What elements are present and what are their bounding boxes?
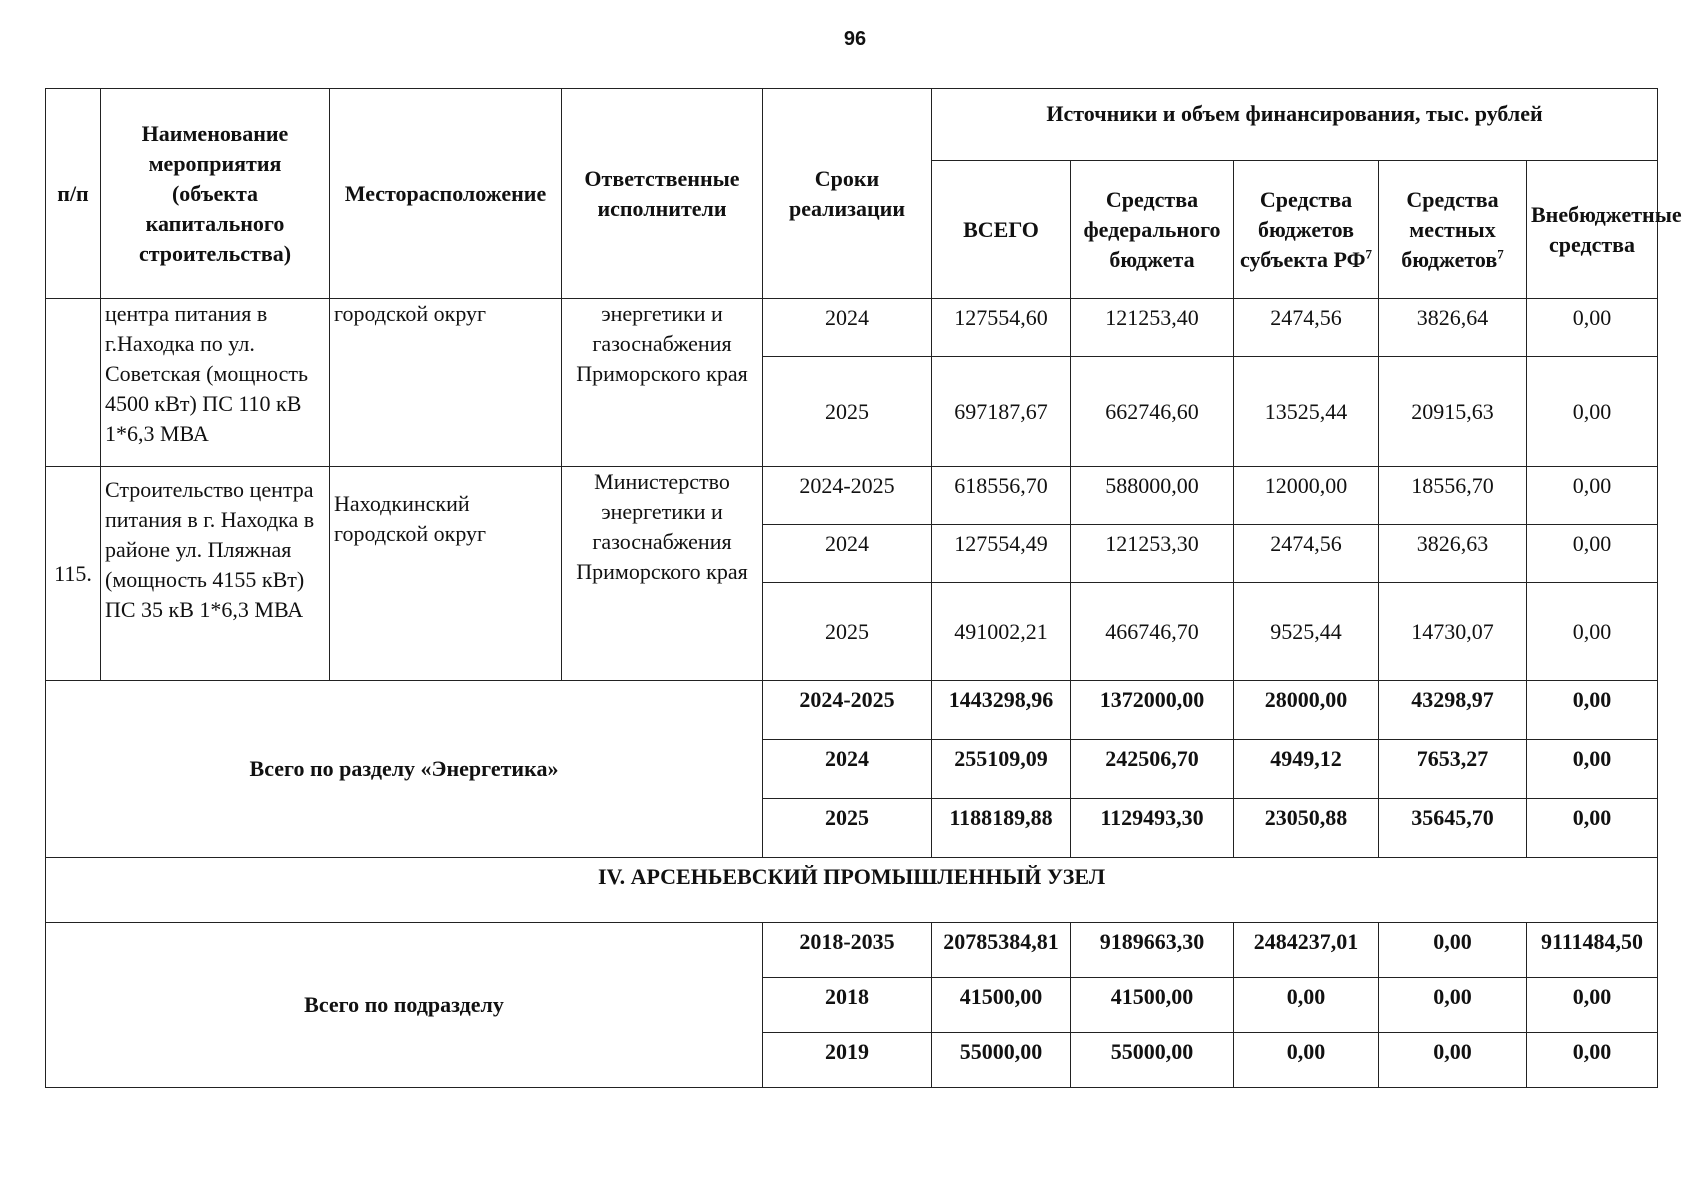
subsection-total-label: Всего по подразделу [46, 923, 763, 1088]
extra-cell: 0,00 [1527, 357, 1658, 467]
row-name-cell: Строительство центра питания в г. Находка в районе ул. Пляжная (мощность 4155 кВт) ПС 35 кВ 1*6,3 МВА [101, 467, 330, 681]
year-cell: 2025 [763, 357, 932, 467]
col-header-regional-footnote: 7 [1365, 246, 1372, 262]
federal-cell: 55000,00 [1071, 1033, 1234, 1088]
table-row [46, 467, 1658, 525]
local-cell: 14730,07 [1379, 583, 1527, 681]
regional-cell: 2474,56 [1234, 525, 1379, 583]
year-cell: 2025 [763, 799, 932, 858]
total-cell: 1188189,88 [932, 799, 1071, 858]
col-header-regional [1234, 161, 1379, 299]
col-header-location: Месторасположение [330, 89, 562, 299]
year-cell: 2025 [763, 583, 932, 681]
local-cell: 0,00 [1379, 978, 1527, 1033]
federal-cell: 9189663,30 [1071, 923, 1234, 978]
extra-cell: 0,00 [1527, 681, 1658, 740]
cont-name-cell: центра питания в г.Находка по ул. Советская (мощность 4500 кВт) ПС 110 кВ 1*6,3 МВА [101, 299, 330, 467]
regional-cell: 13525,44 [1234, 357, 1379, 467]
federal-cell: 1129493,30 [1071, 799, 1234, 858]
cont-executors-cell: энергетики и газоснабжения Приморского края [562, 299, 763, 467]
total-cell: 618556,70 [932, 467, 1071, 525]
total-cell: 55000,00 [932, 1033, 1071, 1088]
local-cell: 0,00 [1379, 923, 1527, 978]
year-cell: 2018-2035 [763, 923, 932, 978]
regional-cell: 9525,44 [1234, 583, 1379, 681]
local-cell: 7653,27 [1379, 740, 1527, 799]
col-header-num: п/п [46, 89, 101, 299]
federal-cell: 1372000,00 [1071, 681, 1234, 740]
year-cell: 2024 [763, 299, 932, 357]
section-total-label: Всего по разделу «Энергетика» [46, 681, 763, 858]
local-cell: 18556,70 [1379, 467, 1527, 525]
col-header-local-footnote: 7 [1497, 246, 1504, 262]
local-cell: 43298,97 [1379, 681, 1527, 740]
col-header-local [1379, 161, 1527, 299]
total-cell: 41500,00 [932, 978, 1071, 1033]
extra-cell: 9111484,50 [1527, 923, 1658, 978]
table-row [46, 299, 1658, 357]
col-header-name: Наименование мероприятия (объекта капитального строительства) [101, 89, 330, 299]
federal-cell: 121253,40 [1071, 299, 1234, 357]
total-cell: 1443298,96 [932, 681, 1071, 740]
section-total-row [46, 681, 1658, 740]
extra-cell: 0,00 [1527, 525, 1658, 583]
subsection-total-row [46, 923, 1658, 978]
total-cell: 127554,60 [932, 299, 1071, 357]
regional-cell: 23050,88 [1234, 799, 1379, 858]
col-header-executors: Ответственные исполнители [562, 89, 763, 299]
year-cell: 2019 [763, 1033, 932, 1088]
col-header-total: ВСЕГО [932, 161, 1071, 299]
col-header-extra: Внебюджетные средства [1527, 161, 1658, 299]
section-heading-row [46, 858, 1658, 923]
local-cell: 35645,70 [1379, 799, 1527, 858]
row-executors-cell: Министерство энергетики и газоснабжения Приморского края [562, 467, 763, 681]
local-cell: 20915,63 [1379, 357, 1527, 467]
regional-cell: 2484237,01 [1234, 923, 1379, 978]
local-cell: 0,00 [1379, 1033, 1527, 1088]
federal-cell: 662746,60 [1071, 357, 1234, 467]
page-number: 96 [843, 28, 867, 50]
total-cell: 255109,09 [932, 740, 1071, 799]
financing-table [45, 88, 1682, 1088]
col-header-federal: Средства федерального бюджета [1071, 161, 1234, 299]
total-cell: 697187,67 [932, 357, 1071, 467]
local-cell: 3826,64 [1379, 299, 1527, 357]
regional-cell: 4949,12 [1234, 740, 1379, 799]
extra-cell: 0,00 [1527, 799, 1658, 858]
row-num-cell: 115. [46, 467, 101, 681]
cont-location-cell: городской округ [330, 299, 562, 467]
col-header-local-text: Средства местных бюджетов [1401, 186, 1499, 272]
extra-cell: 0,00 [1527, 978, 1658, 1033]
total-cell: 491002,21 [932, 583, 1071, 681]
total-cell: 127554,49 [932, 525, 1071, 583]
federal-cell: 588000,00 [1071, 467, 1234, 525]
regional-cell: 0,00 [1234, 978, 1379, 1033]
row-location-cell: Находкинский городской округ [330, 467, 562, 681]
year-cell: 2018 [763, 978, 932, 1033]
regional-cell: 2474,56 [1234, 299, 1379, 357]
year-cell: 2024-2025 [763, 467, 932, 525]
extra-cell: 0,00 [1527, 1033, 1658, 1088]
year-cell: 2024 [763, 740, 932, 799]
col-header-terms: Сроки реализации [763, 89, 932, 299]
col-header-regional-text: Средства бюджетов субъекта РФ [1240, 186, 1366, 272]
cont-num-cell [46, 299, 101, 467]
year-cell: 2024-2025 [763, 681, 932, 740]
extra-cell: 0,00 [1527, 740, 1658, 799]
extra-cell: 0,00 [1527, 299, 1658, 357]
section-heading: IV. АРСЕНЬЕВСКИЙ ПРОМЫШЛЕННЫЙ УЗЕЛ [46, 858, 1658, 923]
federal-cell: 121253,30 [1071, 525, 1234, 583]
regional-cell: 28000,00 [1234, 681, 1379, 740]
regional-cell: 0,00 [1234, 1033, 1379, 1088]
federal-cell: 41500,00 [1071, 978, 1234, 1033]
extra-cell: 0,00 [1527, 467, 1658, 525]
year-cell: 2024 [763, 525, 932, 583]
header-row-1 [46, 89, 1658, 161]
regional-cell: 12000,00 [1234, 467, 1379, 525]
total-cell: 20785384,81 [932, 923, 1071, 978]
col-header-sources: Источники и объем финансирования, тыс. рублей [932, 89, 1658, 161]
federal-cell: 466746,70 [1071, 583, 1234, 681]
local-cell: 3826,63 [1379, 525, 1527, 583]
federal-cell: 242506,70 [1071, 740, 1234, 799]
extra-cell: 0,00 [1527, 583, 1658, 681]
